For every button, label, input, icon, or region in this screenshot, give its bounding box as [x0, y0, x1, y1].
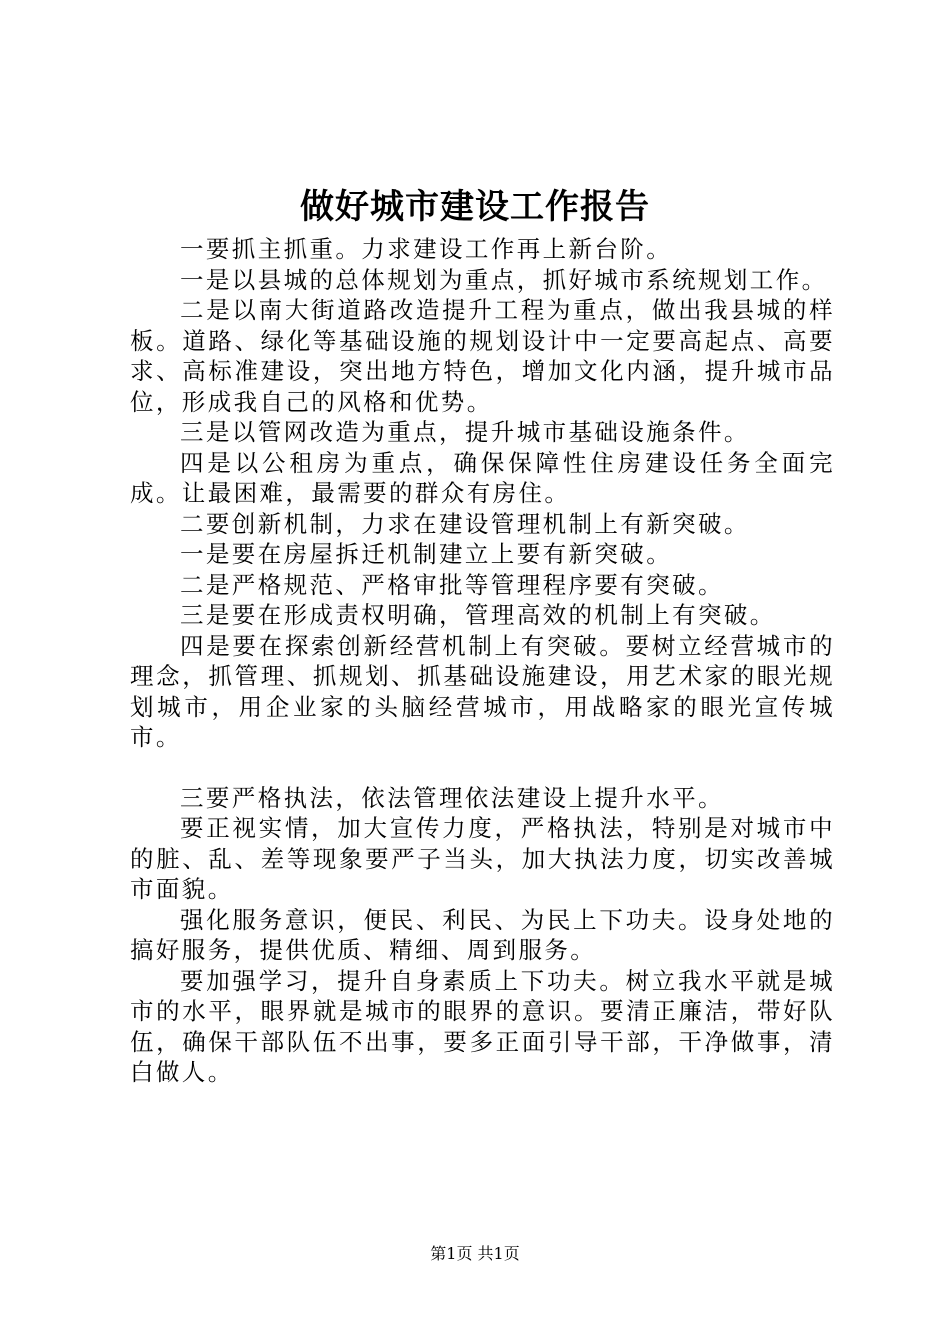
paragraph: 一要抓主抓重。力求建设工作再上新台阶。 — [180, 235, 673, 263]
paragraph: 强化服务意识，便民、利民、为民上下功夫。设身处地的搞好服务，提供优质、精细、周到服务。 — [130, 905, 835, 964]
paragraph: 三要严格执法，依法管理依法建设上提升水平。 — [180, 783, 724, 812]
document-body — [130, 234, 835, 1088]
paragraph: 要正视实情，加大宣传力度，严格执法，特别是对城市中的脏、乱、差等现象要严子当头，加大执法力度，切实改善城市面貌。 — [130, 814, 835, 903]
paragraph: 要加强学习，提升自身素质上下功夫。树立我水平就是城市的水平，眼界就是城市的眼界的意识。要清正廉洁，带好队伍，确保干部队伍不出事，要多正面引导干部，干净做事，清白做人。 — [130, 966, 835, 1086]
paragraph-spacer — [130, 753, 835, 783]
paragraph: 二要创新机制，力求在建设管理机制上有新突破。 — [180, 509, 750, 538]
paragraph: 二是严格规范、严格审批等管理程序要有突破。 — [180, 570, 724, 599]
paragraph: 四是以公租房为重点，确保保障性住房建设任务全面完成。让最困难，最需要的群众有房住。 — [130, 448, 835, 507]
paragraph: 一是以县城的总体规划为重点，抓好城市系统规划工作。 — [180, 265, 828, 294]
paragraph: 三是要在形成责权明确，管理高效的机制上有突破。 — [180, 601, 776, 629]
paragraph: 二是以南大街道路改造提升工程为重点，做出我县城的样板。道路、绿化等基础设施的规划设计中一定要高起点、高要求、高标准建设，突出地方特色，增加文化内涵，提升城市品位，形成我自己的风格和优势。 — [130, 296, 835, 416]
paragraph: 三是以管网改造为重点，提升城市基础设施条件。 — [180, 418, 750, 446]
page-footer: 第1页 共1页 — [430, 1244, 520, 1263]
paragraph: 四是要在探索创新经营机制上有突破。要树立经营城市的理念，抓管理、抓规划、抓基础设施建设，用艺术家的眼光规划城市，用企业家的头脑经营城市，用战略家的眼光宣传城市。 — [130, 631, 835, 751]
paragraph: 一是要在房屋拆迁机制建立上要有新突破。 — [180, 540, 673, 568]
document-title: 做好城市建设工作报告 — [300, 187, 650, 227]
